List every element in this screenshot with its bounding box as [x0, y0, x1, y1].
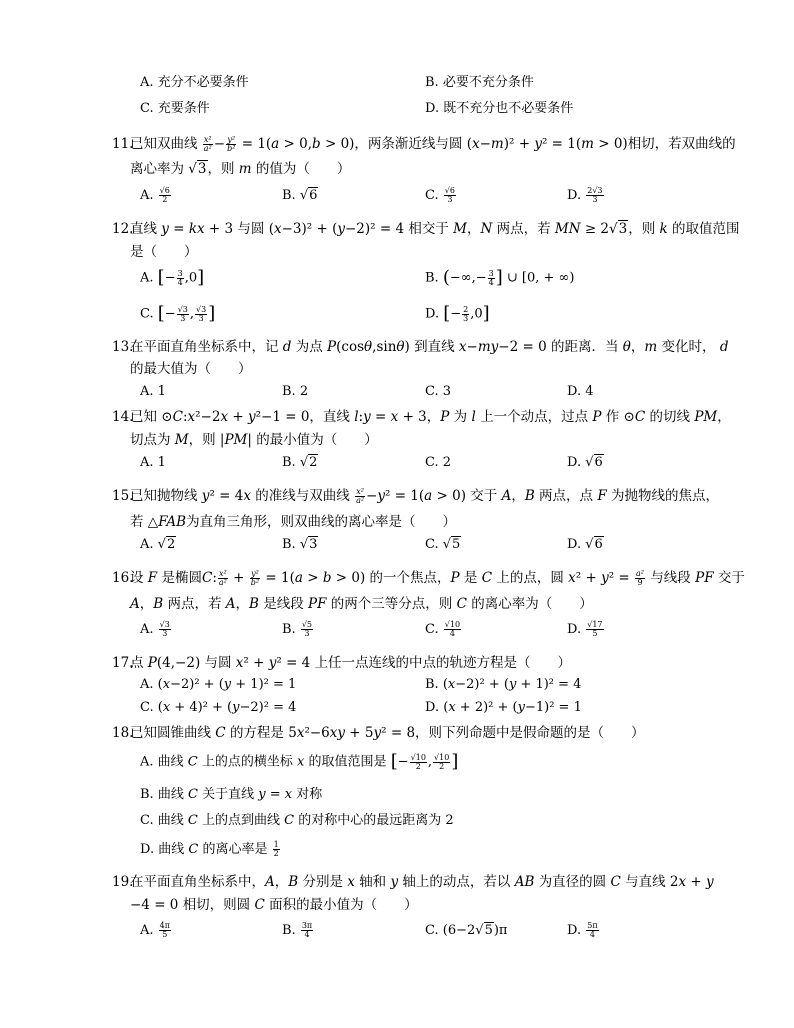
- q15-option-a: A. √2: [140, 537, 176, 552]
- q14-stem-line1: 已知 ⊙C:x²−2x + y²−1 = 0，直线 l:y = x + 3，P 为 l 上一个动点，过点 P 作 ⊙C 的切线 PM，: [130, 409, 731, 425]
- q18-option-a: A. 曲线 C 上的点的横坐标 x 的取值范围是 [− $\frac{√10}{2}$ , $\frac{√10}{2}$ ]: [140, 751, 459, 772]
- q11-option-b: B. √6: [282, 188, 318, 203]
- q13-option-d: D. 4: [567, 384, 594, 399]
- q17-option-a: A. (x−2)² + (y + 1)² = 1: [140, 677, 297, 692]
- q14-stem-line2: 切点为 M，则 |PM| 的最小值为（ ）: [130, 432, 378, 448]
- q11-option-c: C. $\frac{√6}{3}$: [425, 186, 455, 204]
- q16-option-d: D. $\frac{√17}{5}$: [567, 620, 603, 638]
- q19-option-c: C. (6−2√5)π: [425, 923, 508, 938]
- q11-stem-line1: 已知双曲线 $\frac{\text{x²}}{\text{a²}}$ − $\frac{\text{y²}}{\text{b²}}$ = 1(a > 0,b > 0)，两条渐近线与圆 (x−m)² + y² = 1(m > 0)相切，若双曲线的: [130, 135, 736, 153]
- q18-option-d: D. 曲线 C 的离心率是 $\frac{1}{2}$: [140, 840, 279, 858]
- q19-option-a: A. $\frac{4\pi}{5}$: [140, 921, 171, 939]
- q14-option-c: C. 2: [425, 455, 452, 470]
- q13-number: 13.: [112, 339, 134, 355]
- q15-stem-line2: 若 △FAB为直角三角形，则双曲线的离心率是（ ）: [130, 514, 457, 530]
- q12-stem-line1: 直线 y = kx + 3 与圆 (x−3)² + (y−2)² = 4 相交于 M，N 两点，若 MN ≥ 2√3，则 k 的取值范围: [130, 221, 740, 237]
- q16-option-c: C. $\frac{√10}{4}$: [425, 620, 461, 638]
- q14-option-b: B. √2: [282, 455, 318, 470]
- q13-stem-line2: 的最大值为（ ）: [130, 361, 252, 377]
- q15-stem-line1: 已知抛物线 y² = 4x 的准线与双曲线 $\frac{\text{x²}}{\text{a²}}$ −y² = 1(a > 0) 交于 A，B 两点，点 F 为抛物线的焦点，: [130, 487, 720, 505]
- q11-number: 11.: [112, 136, 134, 152]
- q12-option-d: D. [− $\frac{2}{3}$ ,0]: [425, 303, 490, 324]
- q11-stem-line2: 离心率为 √3，则 m 的值为（ ）: [130, 161, 351, 177]
- q14-option-a: A. 1: [140, 455, 166, 470]
- q16-stem-line2: A，B 两点，若 A，B 是线段 PF 的两个三等分点，则 C 的离心率为（ ）: [130, 596, 593, 612]
- q18-option-c: C. 曲线 C 上的点到曲线 C 的对称中心的最远距离为 2: [140, 813, 454, 828]
- q10-option-a: A. 充分不必要条件: [140, 75, 249, 90]
- q12-option-b: B. (−∞,− $\frac{3}{4}$ ] ∪ [0, + ∞): [425, 267, 575, 288]
- q17-option-b: B. (x−2)² + (y + 1)² = 4: [425, 677, 582, 692]
- q18-option-b: B. 曲线 C 关于直线 y = x 对称: [140, 787, 323, 802]
- q12-number: 12.: [112, 221, 134, 237]
- q15-option-d: D. √6: [567, 537, 603, 552]
- q16-option-b: B. $\frac{√5}{3}$: [282, 620, 313, 638]
- q17-option-d: D. (x + 2)² + (y−1)² = 1: [425, 700, 582, 715]
- q19-stem-line2: −4 = 0 相切，则圆 C 面积的最小值为（ ）: [130, 897, 418, 913]
- q16-number: 16.: [112, 570, 134, 586]
- q13-stem-line1: 在平面直角坐标系中，记 d 为点 P(cosθ,sinθ) 到直线 x−my−2 = 0 的距离．当 θ，m 变化时， d: [130, 339, 729, 355]
- q13-option-a: A. 1: [140, 384, 166, 399]
- q19-number: 19.: [112, 874, 134, 890]
- q13-option-c: C. 3: [425, 384, 452, 399]
- q17-number: 17.: [112, 655, 134, 671]
- q10-option-d: D. 既不充分也不必要条件: [425, 101, 574, 116]
- q12-stem-line2: 是（ ）: [130, 244, 198, 260]
- q18-number: 18.: [112, 725, 134, 741]
- q15-number: 15.: [112, 488, 134, 504]
- q19-option-d: D. $\frac{5\pi}{4}$: [567, 921, 598, 939]
- q17-stem: 点 P(4,−2) 与圆 x² + y² = 4 上任一点连线的中点的轨迹方程是（ ）: [130, 655, 572, 671]
- q10-option-b: B. 必要不充分条件: [425, 75, 534, 90]
- q16-stem-line1: 设 F 是椭圆C: $\frac{\text{x²}}{\text{a²}}$ + $\frac{\text{y²}}{\text{b²}}$ = 1(a > b > 0) 的一个焦点，P 是 C 上的点，圆 x² + y² = $\frac{\text{a²}}{9}$ 与线段 PF 交于: [130, 569, 745, 587]
- q17-option-c: C. (x + 4)² + (y−2)² = 4: [140, 700, 297, 715]
- q14-option-d: D. √6: [567, 455, 603, 470]
- q12-option-a: A. [− $\frac{3}{4}$ ,0]: [140, 267, 205, 288]
- q16-option-a: A. $\frac{√3}{3}$: [140, 620, 170, 638]
- q12-option-c: C. [− $\frac{√3}{3}$ , $\frac{√3}{3}$ ]: [140, 303, 216, 324]
- q11-option-a: A. $\frac{√6}{2}$: [140, 186, 170, 204]
- q13-option-b: B. 2: [282, 384, 309, 399]
- q15-option-c: C. √5: [425, 537, 461, 552]
- q15-option-b: B. √3: [282, 537, 318, 552]
- q11-option-d: D. $\frac{2√3}{3}$: [567, 186, 603, 204]
- q19-stem-line1: 在平面直角坐标系中，A，B 分别是 x 轴和 y 轴上的动点，若以 AB 为直径的圆 C 与直线 2x + y: [130, 874, 714, 890]
- q18-stem: 已知圆锥曲线 C 的方程是 5x²−6xy + 5y² = 8，则下列命题中是假命题的是（ ）: [130, 725, 645, 741]
- q10-option-c: C. 充要条件: [140, 101, 210, 116]
- q14-number: 14.: [112, 409, 134, 425]
- q19-option-b: B. $\frac{3\pi}{4}$: [282, 921, 313, 939]
